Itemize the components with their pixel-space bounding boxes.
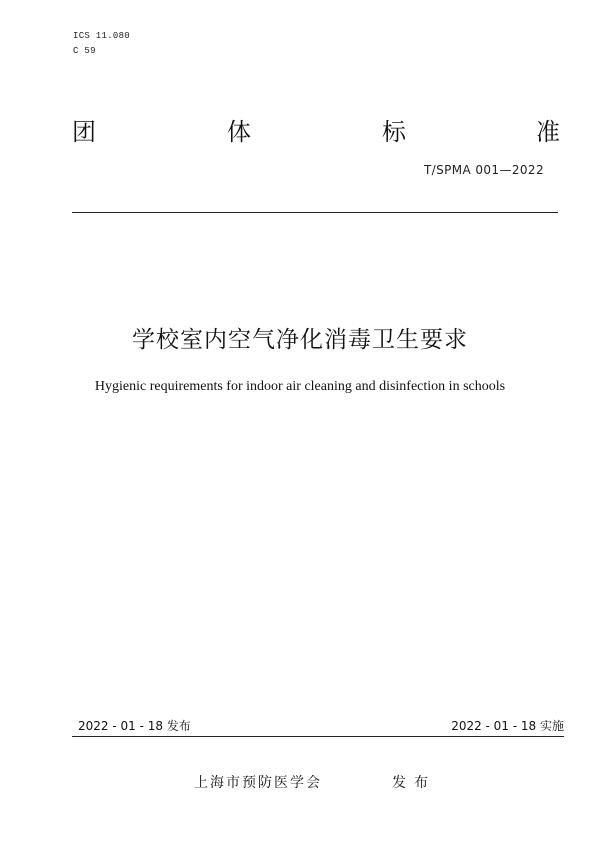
standard-type-char: 体: [227, 118, 251, 146]
implementation-date: 2022 - 01 - 18 实施: [451, 719, 564, 733]
ics-code: ICS 11.080: [73, 31, 131, 41]
ccs-code: C 59: [73, 46, 96, 56]
issue-date: 2022 - 01 - 18 发布: [78, 719, 191, 733]
standard-type-char: 准: [536, 118, 560, 146]
standard-type-char: 标: [382, 118, 406, 146]
document-title-english: Hygienic requirements for indoor air cleaning and disinfection in schools: [94, 379, 506, 394]
header-divider: [72, 212, 558, 213]
document-title-chinese: 学校室内空气净化消毒卫生要求: [132, 327, 468, 353]
issuing-organization: 上海市预防医学会: [194, 775, 322, 791]
issuing-action: 发布: [392, 775, 436, 791]
standard-number: T/SPMA 001—2022: [423, 163, 544, 177]
footer-divider: [72, 736, 564, 737]
standard-type-char: 团: [72, 118, 96, 146]
standard-type-heading: [72, 116, 564, 148]
